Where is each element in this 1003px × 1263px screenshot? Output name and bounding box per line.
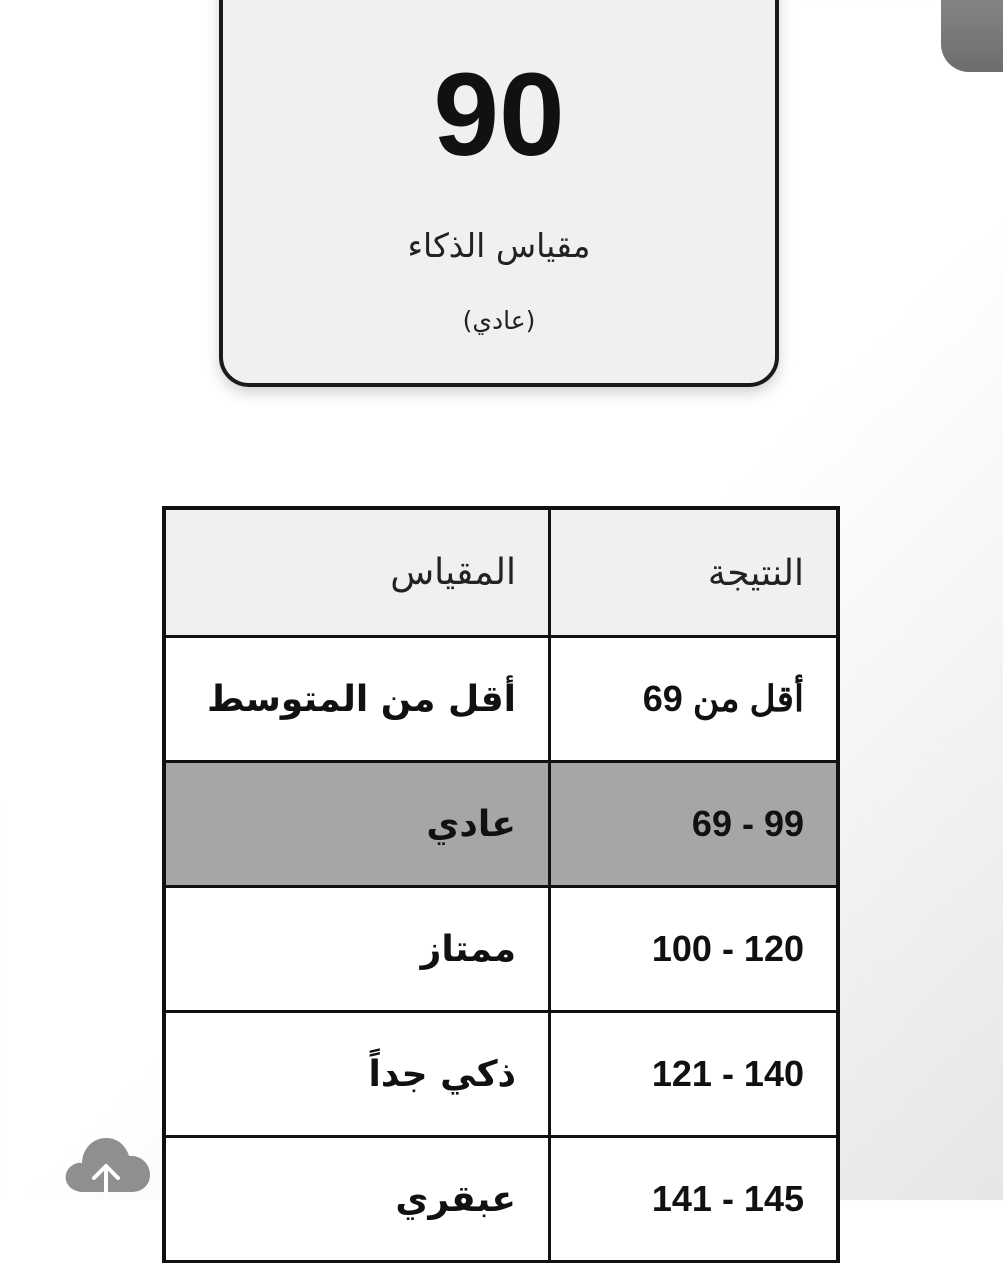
iq-score-label: مقياس الذكاء (407, 226, 591, 265)
table-row-highlighted (166, 763, 836, 888)
row-level: ممتاز (420, 928, 516, 970)
header-result: النتيجة (548, 510, 836, 635)
row-result-text: 141 - 145 (651, 1178, 804, 1219)
table-row (166, 1013, 836, 1138)
iq-score-category: (عادي) (462, 306, 536, 335)
iq-score-card (219, 0, 779, 387)
table-row (166, 638, 836, 763)
row-result-text: 69 - 99 (691, 803, 804, 844)
iq-scale-table (162, 506, 840, 1263)
row-level: أقل من المتوسط (206, 678, 516, 720)
row-result (548, 638, 836, 760)
row-result-text: 121 - 140 (651, 1053, 804, 1094)
row-result (548, 1138, 836, 1260)
table-header-row (166, 510, 836, 638)
table-row (166, 1138, 836, 1263)
row-result-text: 100 - 120 (651, 928, 804, 969)
row-result-text: أقل من 69 (642, 678, 804, 719)
row-level: عادي (426, 803, 516, 845)
cloud-upload-icon[interactable] (60, 1128, 156, 1208)
iq-score-value: 90 (433, 49, 565, 181)
row-result (548, 1013, 836, 1135)
table-row (166, 888, 836, 1013)
row-level: ذكي جداً (368, 1053, 516, 1095)
row-level: عبقري (395, 1178, 516, 1220)
row-result (548, 763, 836, 885)
header-level: المقياس (390, 552, 516, 593)
corner-tab[interactable] (941, 0, 1003, 72)
row-result (548, 888, 836, 1010)
